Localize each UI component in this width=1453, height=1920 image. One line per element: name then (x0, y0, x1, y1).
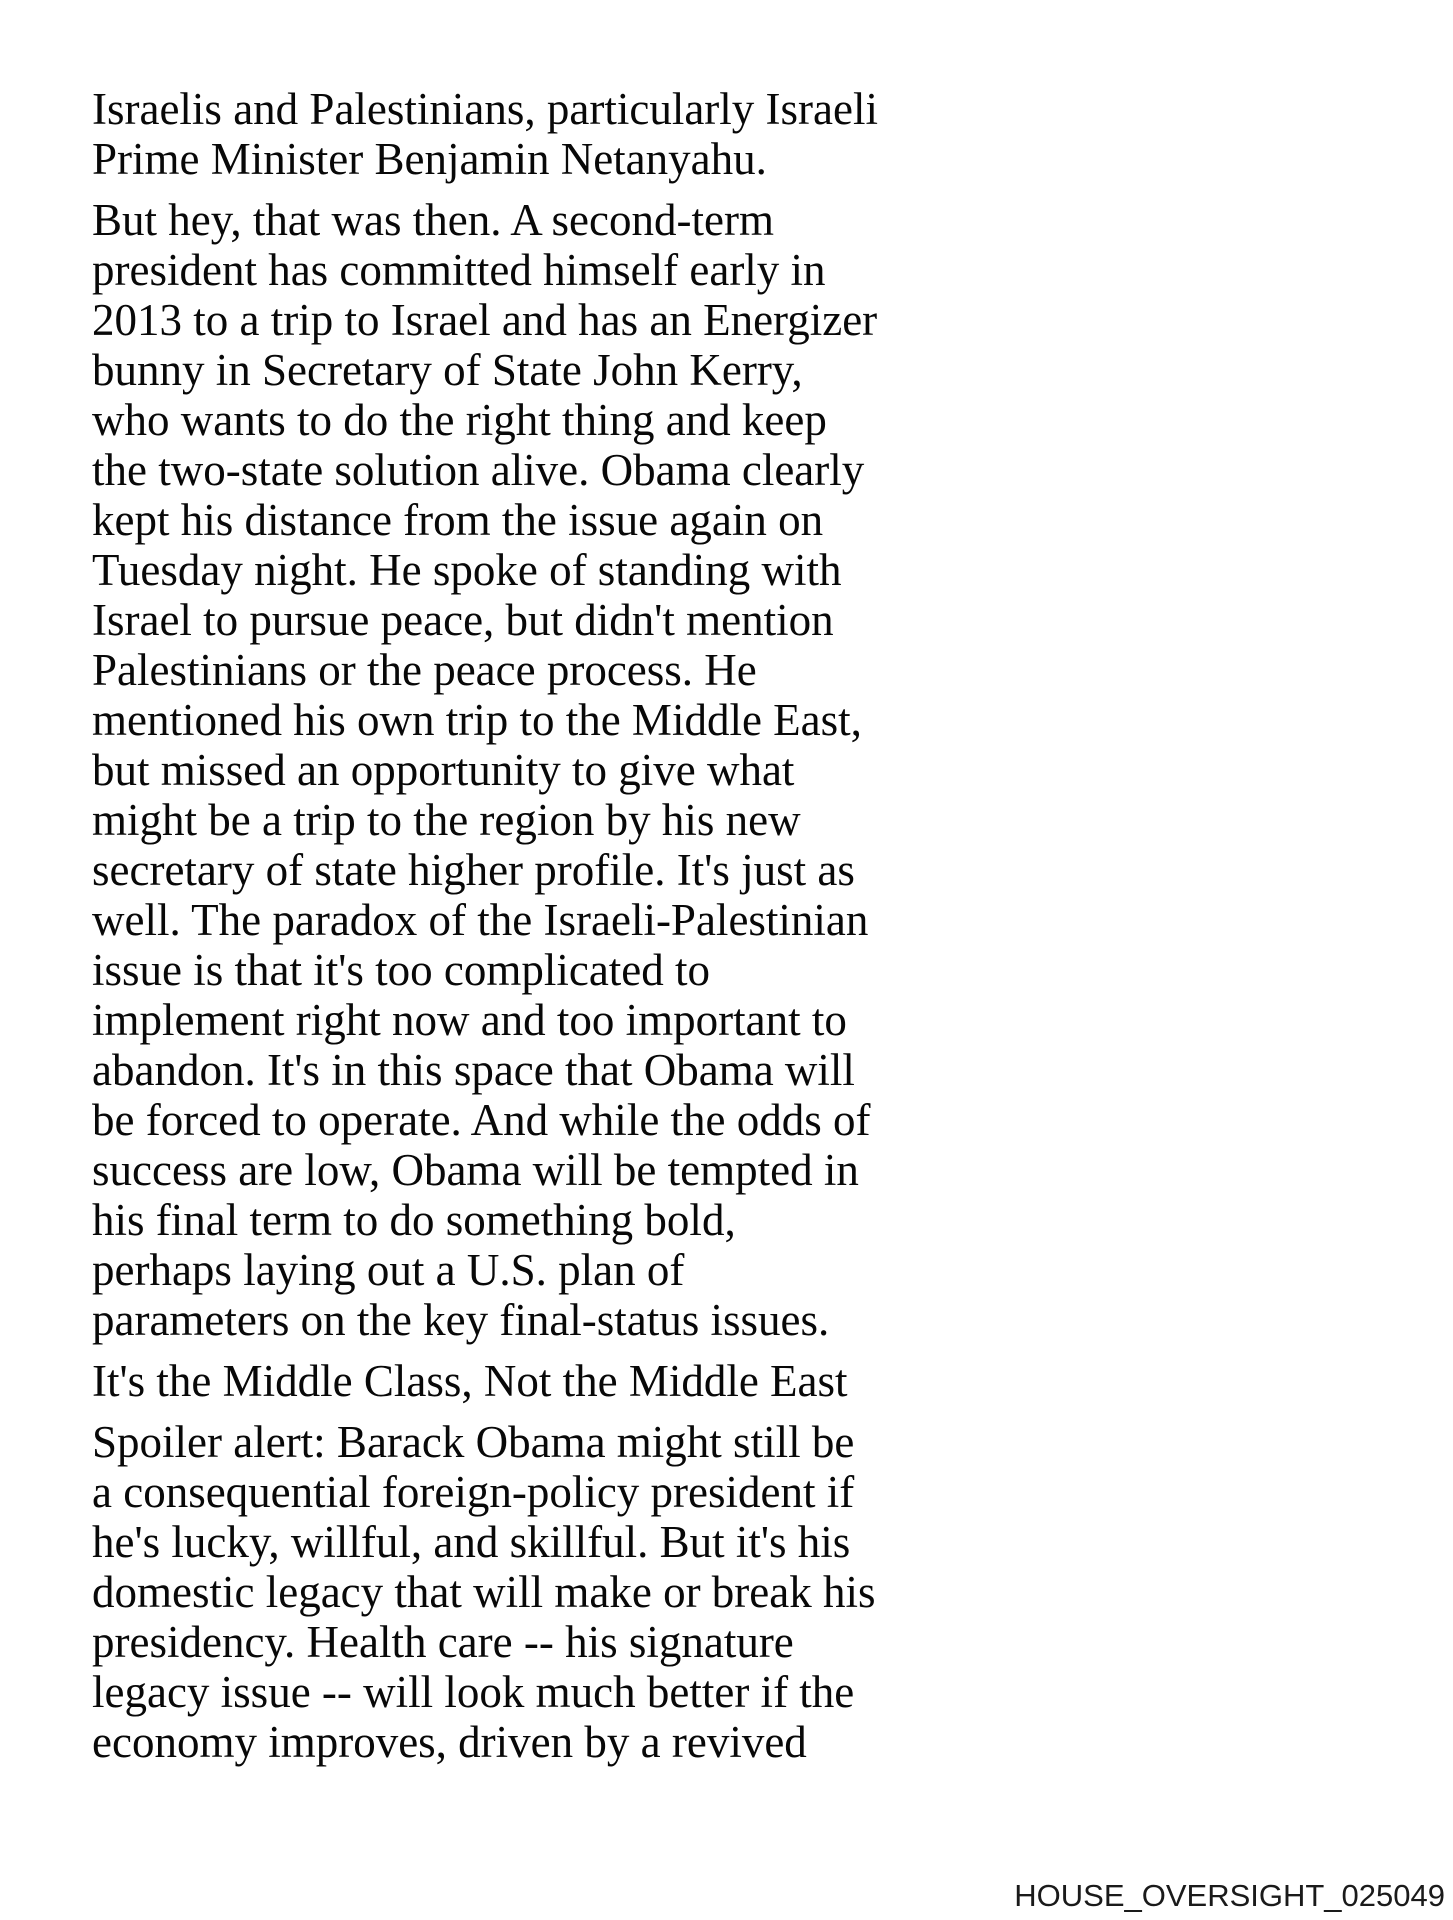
text-line: presidency. Health care -- his signature (92, 1617, 794, 1667)
text-line: implement right now and too important to (92, 995, 847, 1045)
text-line: It's the Middle Class, Not the Middle East (92, 1356, 848, 1406)
text-line: his final term to do something bold, (92, 1195, 736, 1245)
text-line: be forced to operate. And while the odds of (92, 1095, 871, 1145)
text-line: Israelis and Palestinians, particularly Israeli (92, 84, 878, 134)
text-line: Spoiler alert: Barack Obama might still be (92, 1417, 855, 1467)
text-line: But hey, that was then. A second-term (92, 195, 774, 245)
text-line: bunny in Secretary of State John Kerry, (92, 345, 803, 395)
text-line: who wants to do the right thing and keep (92, 395, 827, 445)
text-line: success are low, Obama will be tempted in (92, 1145, 859, 1195)
text-line: domestic legacy that will make or break his (92, 1567, 876, 1617)
text-line: he's lucky, willful, and skillful. But it's his (92, 1517, 851, 1567)
text-line: legacy issue -- will look much better if the (92, 1667, 855, 1717)
paragraph (92, 84, 912, 184)
text-line: mentioned his own trip to the Middle East, (92, 695, 862, 745)
document-text-block (92, 84, 912, 1778)
text-line: abandon. It's in this space that Obama will (92, 1045, 855, 1095)
text-line: the two-state solution alive. Obama clearly (92, 445, 865, 495)
text-line: a consequential foreign-policy president if (92, 1467, 855, 1517)
text-line: Israel to pursue peace, but didn't mention (92, 595, 834, 645)
text-line: well. The paradox of the Israeli-Palestinian (92, 895, 869, 945)
text-line: issue is that it's too complicated to (92, 945, 711, 995)
text-line: parameters on the key final-status issues. (92, 1295, 830, 1345)
text-line: Tuesday night. He spoke of standing with (92, 545, 842, 595)
paragraph (92, 1417, 912, 1767)
paragraph (92, 195, 912, 1345)
bates-number: HOUSE_OVERSIGHT_025049 (1014, 1878, 1445, 1913)
text-line: secretary of state higher profile. It's just as (92, 845, 855, 895)
paragraph (92, 1356, 912, 1406)
text-line: perhaps laying out a U.S. plan of (92, 1245, 685, 1295)
text-line: might be a trip to the region by his new (92, 795, 801, 845)
text-line: but missed an opportunity to give what (92, 745, 795, 795)
text-line: Palestinians or the peace process. He (92, 645, 757, 695)
text-line: economy improves, driven by a revived (92, 1717, 807, 1767)
text-line: president has committed himself early in (92, 245, 826, 295)
text-line: 2013 to a trip to Israel and has an Energizer (92, 295, 878, 345)
text-line: Prime Minister Benjamin Netanyahu. (92, 134, 767, 184)
text-line: kept his distance from the issue again on (92, 495, 824, 545)
